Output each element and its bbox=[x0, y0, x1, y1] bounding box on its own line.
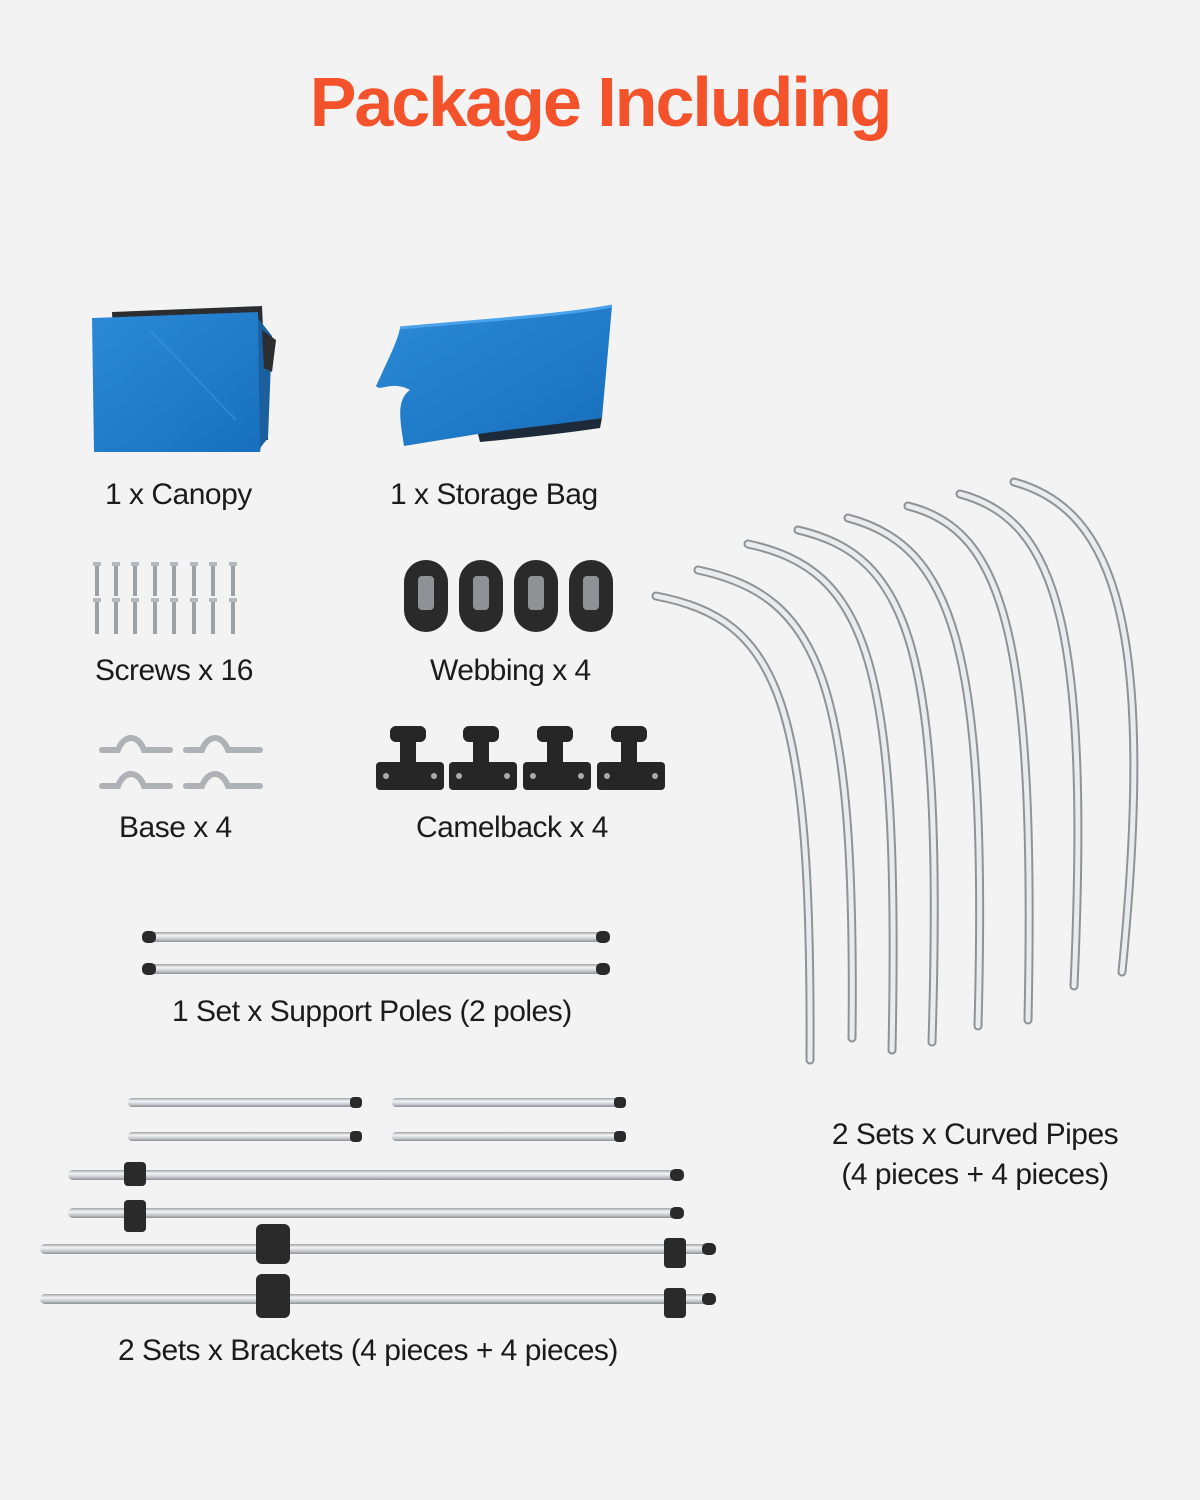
storage-bag-image bbox=[376, 306, 612, 446]
brackets-label: 2 Sets x Brackets (4 pieces + 4 pieces) bbox=[118, 1334, 618, 1367]
page-title: Package Including bbox=[309, 63, 891, 141]
canopy-label: 1 x Canopy bbox=[105, 478, 252, 511]
webbing-image bbox=[404, 560, 613, 632]
base-image bbox=[102, 738, 260, 786]
support-poles-image bbox=[142, 931, 610, 975]
webbing-label: Webbing x 4 bbox=[430, 654, 591, 687]
camelback-label: Camelback x 4 bbox=[416, 811, 608, 844]
base-label: Base x 4 bbox=[119, 811, 232, 844]
curved-pipes-label: 2 Sets x Curved Pipes bbox=[831, 1118, 1119, 1151]
brackets-image bbox=[40, 1097, 716, 1318]
curved-pipes-image bbox=[656, 482, 1134, 1060]
screws-image bbox=[93, 562, 237, 634]
support-poles-label: 1 Set x Support Poles (2 poles) bbox=[172, 995, 572, 1028]
storage-bag-label: 1 x Storage Bag bbox=[390, 478, 598, 511]
canopy-image bbox=[92, 306, 276, 452]
camelback-image bbox=[376, 726, 665, 790]
screws-label: Screws x 16 bbox=[95, 654, 253, 687]
curved-pipes-sublabel: (4 pieces + 4 pieces) bbox=[841, 1158, 1109, 1191]
